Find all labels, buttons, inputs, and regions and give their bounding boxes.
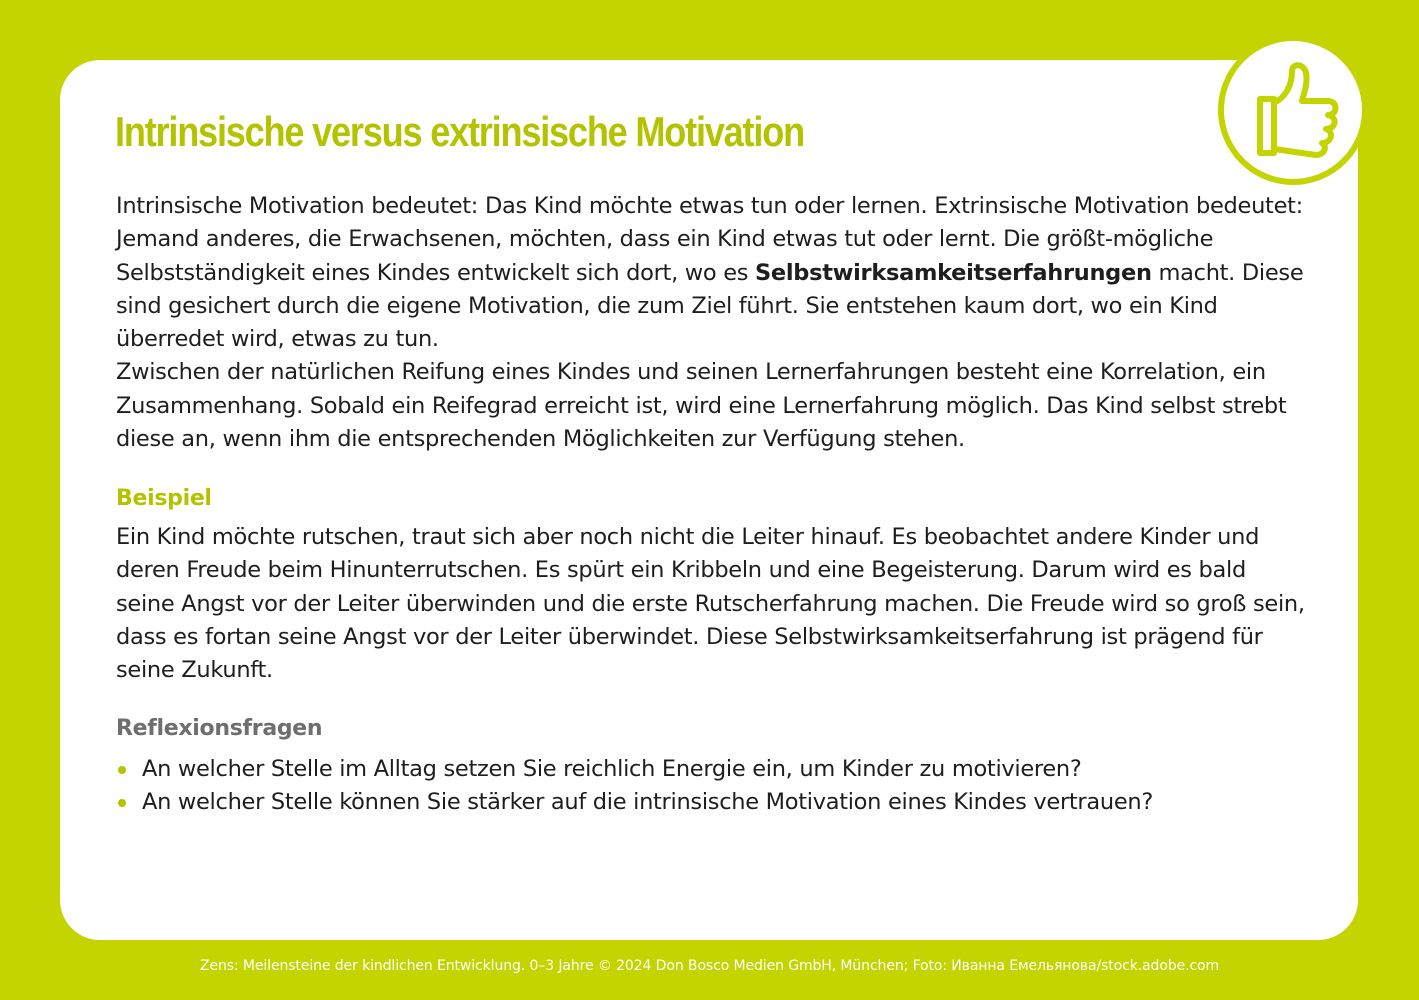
list-item [116,786,1153,819]
intro-text [116,190,1311,456]
example-heading: Beispiel [116,486,212,511]
intro-bold-term: Selbstwirksamkeitserfahrungen [755,259,1152,286]
thumbs-up-icon [1246,59,1342,159]
questions-list [116,753,1153,820]
bullet-icon [118,766,126,774]
example-text [116,521,1311,687]
page-title: Intrinsische versus extrinsische Motivation [115,108,804,155]
list-item [116,753,1153,786]
intro-paragraph [116,190,1311,356]
badge [1218,35,1368,185]
questions-heading: Reflexionsfragen [116,716,323,741]
bullet-icon [118,799,126,807]
intro-text-part1: Intrinsische Motivation bedeutet: Das Kind möchte etwas tun oder lernen. Extrinsische Motivation bedeutet: Jemand anderes, die Erwachsenen, möchten, dass ein Kind etwas tut oder lernt. Die größt-mögliche Selbstständigkeit eines Kindes entwickelt sich dort, wo es [116,193,1303,286]
example-paragraph: Ein Kind möchte rutschen, traut sich aber noch nicht die Leiter hinauf. Es beobachtet andere Kinder und deren Freude beim Hinunterrutschen. Es spürt ein Kribbeln und eine Begeisterung. Darum wird es bald seine Angst vor der Leiter überwinden und die erste Rutscherfahrung machen. Die Freude wird so groß sein, dass es fortan seine Angst vor der Leiter überwindet. Diese Selbstwirksamkeitserfahrung ist prägend für seine Zukunft. [116,524,1305,684]
question-text: An welcher Stelle im Alltag setzen Sie reichlich Energie ein, um Kinder zu motivieren? [142,756,1082,782]
question-text: An welcher Stelle können Sie stärker auf die intrinsische Motivation eines Kindes vertrauen? [142,789,1153,816]
footer-credits: Zens: Meilensteine der kindlichen Entwicklung. 0–3 Jahre © 2024 Don Bosco Medien GmbH, München; Foto: Иванна Емельянова/stock.adobe.com [199,958,1220,974]
second-paragraph: Zwischen der natürlichen Reifung eines Kindes und seinen Lernerfahrungen besteht eine Korrelation, ein Zusammenhang. Sobald ein Reifegrad erreicht ist, wird eine Lernerfahrung möglich. Das Kind selbst strebt diese an, wenn ihm die entsprechenden Möglichkeiten zur Verfügung stehen. [116,359,1287,453]
intro-text-part2: macht. Diese sind gesichert durch die eigene Motivation, die zum Ziel führt. Sie entstehen kaum dort, wo ein Kind überredet wird, etwas zu tun. [116,259,1304,353]
